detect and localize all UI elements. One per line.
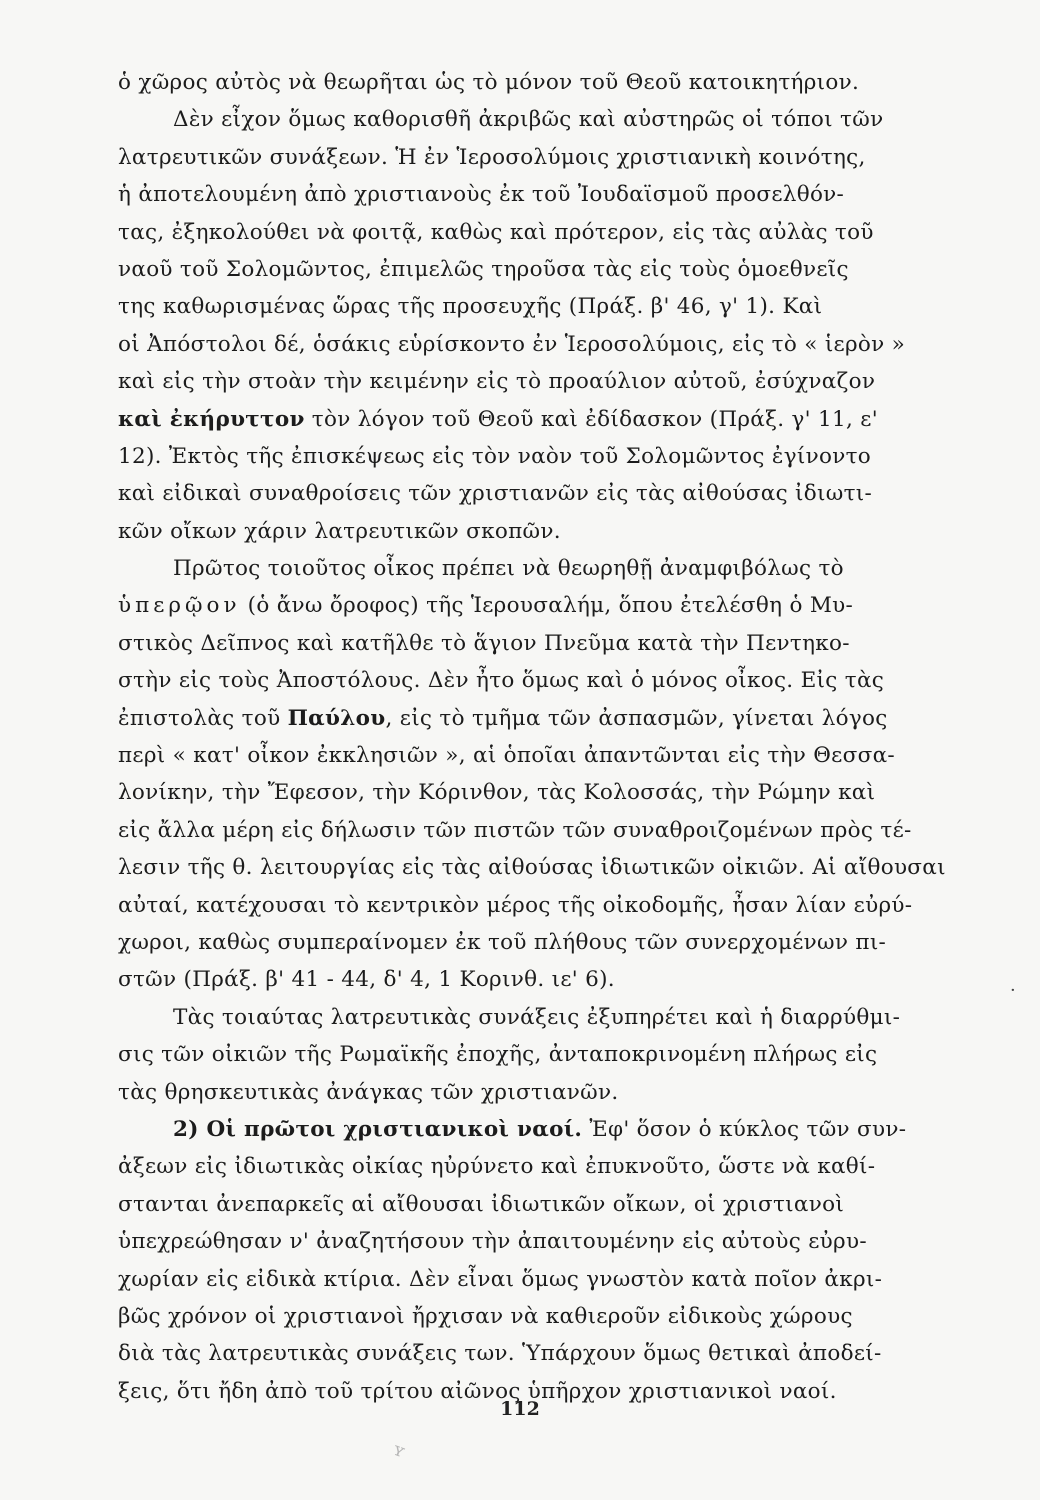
text-line: καὶ εἰς τὴν στοὰν τὴν κειμένην εἰς τὸ προαύλιον αὐτοῦ, ἐσύχναζον xyxy=(118,369,876,395)
text-line: ἀξεων εἰς ἰδιωτικὰς οἰκίας ηὐρύνετο καὶ ἐπυκνοῦτο, ὥστε νὰ καθί- xyxy=(118,1154,876,1180)
text-line: στῶν (Πράξ. β' 41 - 44, δ' 4, 1 Κορινθ. ιε' 6). xyxy=(118,967,615,993)
margin-mark: · xyxy=(1010,980,1016,1001)
text-line: λονίκην, τὴν Ἔφεσον, τὴν Κόρινθον, τὰς Κολοσσάς, τὴν Ρώμην καὶ xyxy=(118,780,876,806)
text-line: ναοῦ τοῦ Σολομῶντος, ἐπιμελῶς τηροῦσα τὰς εἰς τοὺς ὁμοεθνεῖς xyxy=(118,256,849,282)
text-line xyxy=(118,587,976,624)
bold-name: Παύλου xyxy=(287,705,386,731)
text-line: Δὲν εἶχον ὅμως καθορισθῆ ἀκριβῶς καὶ αὐστηρῶς οἱ τόποι τῶν xyxy=(173,107,884,133)
text-line: κῶν οἴκων χάριν λατρευτικῶν σκοπῶν. xyxy=(118,518,561,544)
text-line: Τὰς τοιαύτας λατρευτικὰς συνάξεις ἐξυπηρέτει καὶ ἡ διαρρύθμι- xyxy=(173,1004,901,1030)
text-line: οἱ Ἀπόστολοι δέ, ὁσάκις εὑρίσκοντο ἐν Ἱεροσολύμοις, εἰς τὸ « ἱερὸν » xyxy=(118,331,906,357)
text-line: ξεις, ὅτι ἤδη ἀπὸ τοῦ τρίτου αἰῶνος ὑπῆρχον χριστιανικοὶ ναοί. xyxy=(118,1378,837,1404)
text-line: καὶ εἰδικαὶ συναθροίσεις τῶν χριστιανῶν εἰς τὰς αἰθούσας ἰδιωτι- xyxy=(118,481,873,507)
line-start: ἐπιστολὰς τοῦ xyxy=(118,705,288,731)
text-line: διὰ τὰς λατρευτικὰς συνάξεις των. Ὑπάρχουν ὅμως θετικαὶ ἀποδεί- xyxy=(118,1341,882,1367)
text-line: τὰς θρησκευτικὰς ἀνάγκας τῶν χριστιανῶν. xyxy=(118,1079,619,1105)
text-line xyxy=(118,401,976,438)
line-rest: Ἐφ' ὅσον ὁ κύκλος τῶν συν- xyxy=(582,1116,907,1142)
stray-ink-mark: ʏ xyxy=(389,1438,409,1463)
text-line: χωροι, καθὼς συμπεραίνομεν ἐκ τοῦ πλήθους τῶν συνερχομένων πι- xyxy=(118,929,887,955)
text-line: στανται ἀνεπαρκεῖς αἱ αἴθουσαι ἰδιωτικῶν οἴκων, οἱ χριστιανοὶ xyxy=(118,1191,845,1217)
text-line: 12). Ἐκτὸς τῆς ἐπισκέψεως εἰς τὸν ναὸν τοῦ Σολομῶντος ἐγίνοντο xyxy=(118,443,872,469)
text-line: λεσιν τῆς θ. λειτουργίας εἰς τὰς αἰθούσας ἰδιωτικῶν οἰκιῶν. Αἱ αἴθουσαι xyxy=(118,855,946,881)
page-number: 112 xyxy=(500,1398,540,1420)
text-line: αὐταί, κατέχουσαι τὸ κεντρικὸν μέρος τῆς οἰκοδομῆς, ἦσαν λίαν εὐρύ- xyxy=(118,892,913,918)
text-line: τας, ἐξηκολούθει νὰ φοιτᾷ, καθὼς καὶ πρότερον, εἰς τὰς αὐλὰς τοῦ xyxy=(118,219,874,245)
text-line: στικὸς Δεῖπνος καὶ κατῆλθε τὸ ἅγιον Πνεῦμα κατὰ τὴν Πεντηκο- xyxy=(118,630,850,656)
text-line: βῶς χρόνον οἱ χριστιανοὶ ἤρχισαν νὰ καθιεροῦν εἰδικοὺς χώρους xyxy=(118,1303,853,1329)
section-heading-line xyxy=(118,1111,976,1148)
text-line: λατρευτικῶν συνάξεων. Ἡ ἐν Ἱεροσολύμοις χριστιανικὴ κοινότης, xyxy=(118,144,866,170)
spaced-term: ὑπερῷον xyxy=(118,593,241,619)
text-line: περὶ « κατ' οἶκον ἐκκλησιῶν », αἱ ὁποῖαι ἀπαντῶνται εἰς τὴν Θεσσα- xyxy=(118,743,895,769)
section-heading: 2) Οἱ πρῶτοι χριστιανικοὶ ναοί. xyxy=(173,1116,583,1142)
text-line: εἰς ἄλλα μέρη εἰς δήλωσιν τῶν πιστῶν τῶν συναθροιζομένων πρὸς τέ- xyxy=(118,817,912,843)
line-rest: , εἰς τὸ τμῆμα τῶν ἀσπασμῶν, γίνεται λόγος xyxy=(385,705,888,731)
bold-phrase: καὶ ἐκήρυττον xyxy=(118,406,305,432)
text-line: ἡ ἀποτελουμένη ἀπὸ χριστιανοὺς ἐκ τοῦ Ἰουδαϊσμοῦ προσελθόν- xyxy=(118,182,845,208)
text-line: ὁ χῶρος αὐτὸς νὰ θεωρῆται ὡς τὸ μόνον τοῦ Θεοῦ κατοικητήριον. xyxy=(118,70,860,95)
line-rest: (ὁ ἄνω ὄροφος) τῆς Ἱερουσαλήμ, ὅπου ἐτελέσθη ὁ Μυ- xyxy=(240,593,854,619)
text-line: της καθωρισμένας ὥρας τῆς προσευχῆς (Πράξ. β' 46, γ' 1). Καὶ xyxy=(118,294,823,320)
text-line xyxy=(118,700,976,737)
text-line: στὴν εἰς τοὺς Ἀποστόλους. Δὲν ἦτο ὅμως καὶ ὁ μόνος οἶκος. Εἰς τὰς xyxy=(118,668,885,694)
body-text xyxy=(118,64,976,1410)
text-line: Πρῶτος τοιοῦτος οἶκος πρέπει νὰ θεωρηθῇ ἀναμφιβόλως τὸ xyxy=(173,556,844,582)
line-rest: τὸν λόγον τοῦ Θεοῦ καὶ ἐδίδασκον (Πράξ. γ' 11, ε' xyxy=(304,406,878,432)
text-line: σις τῶν οἰκιῶν τῆς Ρωμαϊκῆς ἐποχῆς, ἀνταποκρινομένη πλήρως εἰς xyxy=(118,1042,878,1068)
text-line: χωρίαν εἰς εἰδικὰ κτίρια. Δὲν εἶναι ὅμως γνωστὸν κατὰ ποῖον ἀκρι- xyxy=(118,1266,883,1292)
text-line: ὑπεχρεώθησαν ν' ἀναζητήσουν τὴν ἀπαιτουμένην εἰς αὐτοὺς εὐρυ- xyxy=(118,1229,867,1255)
